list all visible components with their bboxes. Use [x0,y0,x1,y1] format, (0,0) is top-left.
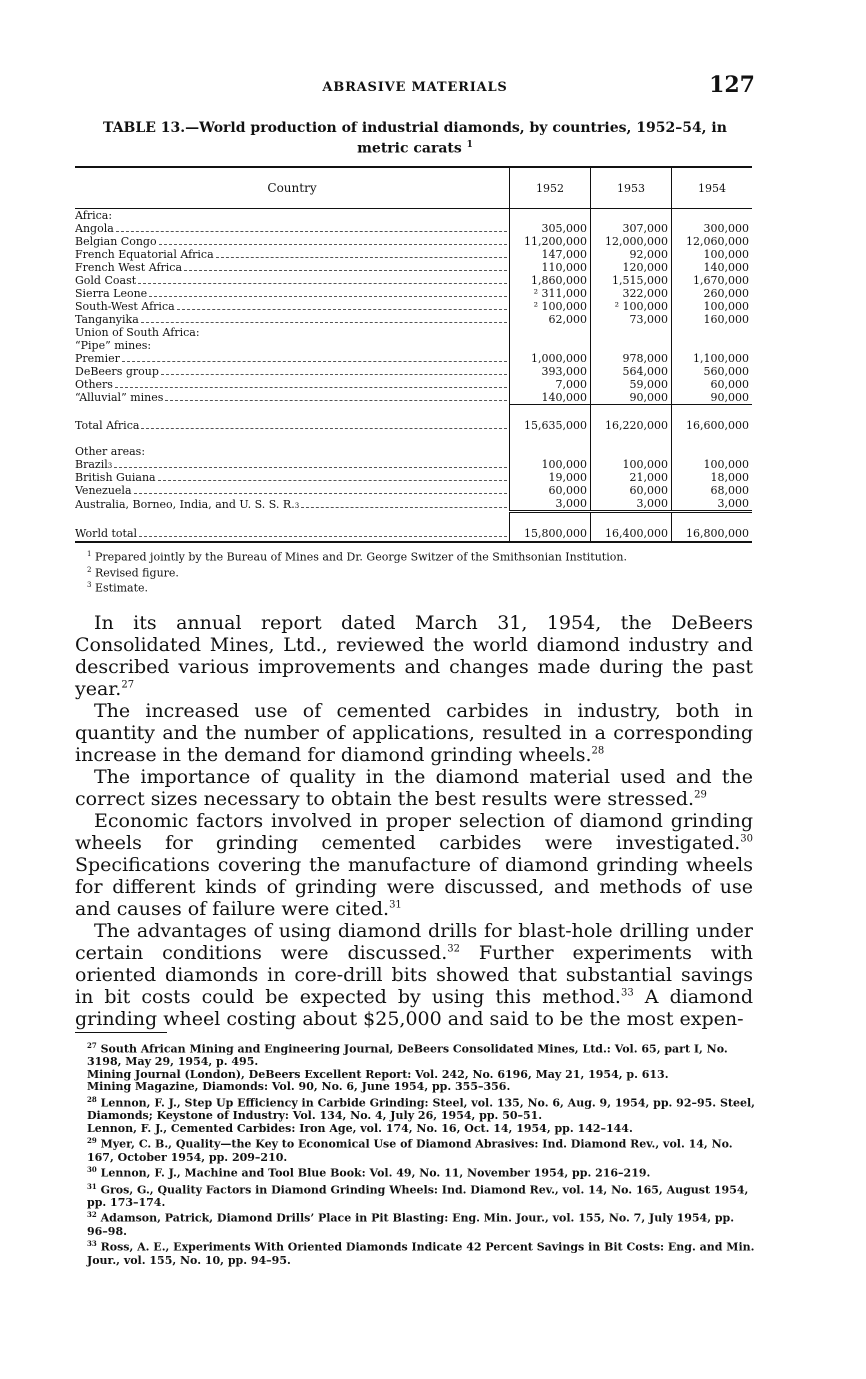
cell-1953: 307,000 [591,222,672,235]
footnote-text: Gros, G., Quality Factors in Diamond Grinding Wheels: Ind. Diamond Rev., vol. 14, No. 165, August 1954, pp. 173–174. [87,1183,749,1209]
cell-1954: 18,000 [672,471,753,484]
footnote-text: Adamson, Patrick, Diamond Drills’ Place in Pit Blasting: Eng. Min. Jour., vol. 155, No. 7, July 1954, pp. 96–98. [87,1212,735,1238]
cell-1953 [591,326,672,339]
leader-dots [161,374,507,375]
cell-1954 [672,326,753,339]
row-label: Venezuela [75,484,132,497]
cell-1952: ² 311,000 [510,287,591,300]
cell-1954: 1,670,000 [672,274,753,287]
cell-1954: 3,000 [672,497,753,512]
row-label: Gold Coast [75,274,137,287]
cell-1954: 68,000 [672,484,753,497]
cell-1953: 100,000 [591,458,672,471]
cell-1954: 100,000 [672,458,753,471]
footnote-mark: 27 [87,1041,97,1050]
row-label: World total [75,526,138,540]
page-number: 127 [709,72,755,98]
cell-1952: 15,635,000 [510,417,591,433]
cell-1954: 160,000 [672,313,753,326]
footnote-ref: 30 [740,833,753,845]
table-note: $^1$ Prepared jointly by the Bureau of Mines and Dr. George Switzer of the Smithsonian Institution. [87,550,627,564]
cell-1953: 16,220,000 [591,417,672,433]
footnote [75,1094,755,1123]
row-label: Tanganyika [75,313,139,326]
cell-1953: ² 100,000 [591,300,672,313]
table-row [75,417,752,433]
footnotes [75,1040,755,1267]
table-note: $^3$ Estimate. [87,581,148,595]
row-label: “Pipe” mines: [75,339,152,352]
row-label: British Guiana [75,471,156,484]
cell-1953: 73,000 [591,313,672,326]
cell-1952 [510,326,591,339]
cell-1953: 12,000,000 [591,235,672,248]
cell-1952: 393,000 [510,365,591,378]
cell-1952: 110,000 [510,261,591,274]
cell-1952: ² 100,000 [510,300,591,313]
running-title: ABRASIVE MATERIALS [322,80,508,95]
cell-1954: 90,000 [672,391,753,405]
cell-1954: 260,000 [672,287,753,300]
table-row [75,484,752,497]
leader-dots [165,400,507,401]
cell-1954: 16,800,000 [672,525,753,542]
table-note: $^2$ Revised figure. [87,565,179,580]
row-label: Brazil [75,458,108,471]
table-spacer-row [75,433,752,445]
row-label: South-West Africa [75,300,175,313]
leader-dots [114,467,507,468]
leader-dots [141,322,507,323]
cell-1954: 16,600,000 [672,417,753,433]
footnote [75,1123,755,1136]
leader-dots [184,270,507,271]
footnote-text: Lennon, F. J., Machine and Tool Blue Book: Vol. 49, No. 11, November 1954, pp. 216–219. [100,1166,651,1180]
table-spacer-row [75,512,752,526]
table-row [75,391,752,405]
footnote-text: Ross, A. E., Experiments With Oriented Diamonds Indicate 42 Percent Savings in Bit Costs: Eng. and Min. Jour., vol. 155, No. 10, pp. 94–95. [87,1240,755,1267]
production-table [75,166,752,543]
column-header-1953: 1953 [591,167,672,209]
table-notes [75,548,755,595]
cell-1953: 21,000 [591,471,672,484]
cell-1952: 19,000 [510,471,591,484]
footnote-ref: 32 [447,943,460,955]
table-row [75,222,752,235]
cell-1953: 322,000 [591,287,672,300]
body-paragraph: In its annual report dated March 31, 1954, the DeBeers Consolidated Mines, Ltd., reviewed the world diamond industry and described various improvements and changes made during the past year.$^{27}$ [75,612,753,700]
cell-1954: 100,000 [672,300,753,313]
leader-dots [115,387,507,388]
cell-1953: 120,000 [591,261,672,274]
cell-1952 [510,209,591,223]
table-row [75,339,752,352]
footnote-ref: 29 [694,789,707,801]
row-label: “Alluvial” mines [75,391,164,405]
cell-1952: 11,200,000 [510,235,591,248]
leader-dots [134,493,507,494]
row-label: French West Africa [75,261,183,274]
cell-1952: 147,000 [510,248,591,261]
leader-dots [139,536,507,537]
footnote [75,1135,755,1164]
footnote-ref: 31 [389,899,402,911]
footnote-ref: 33 [620,987,634,999]
row-label: Other areas: [75,445,146,458]
footnote [75,1164,755,1180]
footnote-mark: 31 [87,1181,97,1191]
body-paragraph: Economic factors involved in proper selection of diamond grinding wheels for grinding cemented carbides were investigated.$^{30}$ Specifications covering the manufacture of diamond grinding wheels for different kinds of grinding were discussed, and methods of use and causes of failure were cited.$^{31}$ [75,810,753,920]
table-row [75,274,752,287]
cell-1954: 300,000 [672,222,753,235]
cell-1952: 60,000 [510,484,591,497]
footnote [75,1040,755,1069]
footnote [75,1209,755,1238]
cell-1952: 1,860,000 [510,274,591,287]
row-label: Others [75,378,113,391]
row-label: Africa: [75,209,113,222]
table-row [75,209,752,223]
row-label: French Equatorial Africa [75,248,214,261]
cell-1954: 60,000 [672,378,753,391]
cell-1953 [591,209,672,223]
column-header-country: Country [75,167,510,209]
body-paragraph: The increased use of cemented carbides in industry, both in quantity and the number of applications, resulted in a corresponding increase in the demand for diamond grinding wheels.$^{28}$ [75,700,753,766]
cell-1954: 100,000 [672,248,753,261]
footnote-mark: 33 [87,1239,97,1249]
footnote-ref: 27 [121,679,135,691]
row-label: Premier [75,352,120,365]
table-row [75,326,752,339]
leader-dots [149,296,507,297]
table-row [75,287,752,300]
cell-1954 [672,445,753,458]
table-caption-note-mark: 1 [466,140,473,150]
footnote-text: South African Mining and Engineering Journal, DeBeers Consolidated Mines, Ltd.: Vol. 65, part I, No. 3198, May 29, 1954, p. 495. [87,1042,728,1069]
row-label: Belgian Congo [75,235,157,248]
row-label: Total Africa [75,418,140,432]
cell-1952: 3,000 [510,497,591,512]
row-label: Union of South Africa: [75,326,200,339]
leader-dots [122,361,507,362]
table-row [75,235,752,248]
leader-dots [159,244,507,245]
footnote-ref: 28 [591,745,605,757]
leader-dots [158,480,507,481]
column-header-1952: 1952 [510,167,591,209]
table-body [75,209,752,543]
cell-1953: 16,400,000 [591,525,672,542]
row-label: Angola [75,222,114,235]
row-label: DeBeers group [75,365,159,378]
leader-dots [141,428,507,429]
cell-1954: 560,000 [672,365,753,378]
footnote-text: Lennon, F. J., Step Up Efficiency in Carbide Grinding: Steel, vol. 135, No. 6, Aug. 9, 1954, pp. 92–95. Steel, Diamonds; Keystone of Industry: Vol. 134, No. 4, July 26, 1954, pp. 50–51. [87,1096,755,1123]
footnote [75,1181,755,1210]
footnote-text: Mining Journal (London), DeBeers Excellent Report: Vol. 242, No. 6196, May 21, 1954, p. 613. [87,1067,669,1081]
cell-1952 [510,445,591,458]
table-row: Brazil 3 100,000 100,000 100,000 [75,458,752,471]
table-row [75,365,752,378]
table-row [75,313,752,326]
footnote-mark: 28 [87,1095,97,1105]
cell-1953: 59,000 [591,378,672,391]
footnote [75,1238,755,1267]
footnote-mark: 30 [87,1165,97,1175]
table-row [75,445,752,458]
leader-dots [177,309,507,310]
footnote-divider [75,1032,167,1033]
cell-1952: 100,000 [510,458,591,471]
table-caption-text: TABLE 13.—World production of industrial diamonds, by countries, 1952–54, in metric carats [103,120,727,157]
footnote-mark: 29 [87,1136,97,1146]
leader-dots [138,283,507,284]
leader-dots [216,257,507,258]
cell-1952: 305,000 [510,222,591,235]
table-row [75,378,752,391]
table-row [75,525,752,542]
body-text [75,612,753,1030]
footnote-mark: 32 [87,1210,97,1220]
table-row [75,300,752,313]
body-paragraph: The importance of quality in the diamond material used and the correct sizes necessary to obtain the best results were stressed.$^{29}$ [75,766,753,810]
cell-1954: 12,060,000 [672,235,753,248]
cell-1953 [591,445,672,458]
cell-1953: 60,000 [591,484,672,497]
cell-1954 [672,209,753,223]
cell-1952: 1,000,000 [510,352,591,365]
row-label: Sierra Leone [75,287,148,300]
cell-1952: 140,000 [510,391,591,405]
table-row [75,261,752,274]
cell-1952: 7,000 [510,378,591,391]
column-header-1954: 1954 [672,167,753,209]
table-row: Australia, Borneo, India, and U. S. S. R. 3 3,000 3,000 3,000 [75,497,752,512]
table-row [75,248,752,261]
cell-1953: 978,000 [591,352,672,365]
cell-1953: 90,000 [591,391,672,405]
cell-1954: 1,100,000 [672,352,753,365]
footnote-text: Mining Magazine, Diamonds: Vol. 90, No. 6, June 1954, pp. 355–356. [87,1080,511,1094]
cell-1954 [672,339,753,352]
cell-1953: 564,000 [591,365,672,378]
footnote-text: Lennon, F. J., Cemented Carbides: Iron Age, vol. 174, No. 16, Oct. 14, 1954, pp. 142–144. [87,1121,633,1135]
body-paragraph: The advantages of using diamond drills for blast-hole drilling under certain conditions were discussed.$^{32}$ Further experiments with oriented diamonds in core-drill bits showed that substantial savings in bit costs could be expected by using this method.$^{33}$ A diamond grinding wheel costing about $25,000 and said to be the most expen- [75,920,753,1030]
footnote [75,1081,755,1094]
cell-1954: 140,000 [672,261,753,274]
footnote-text: Myer, C. B., Quality—the Key to Economical Use of Diamond Abrasives: Ind. Diamond Rev., vol. 14, No. 167, October 1954, pp. 209–210. [87,1138,733,1164]
table-spacer-row [75,405,752,418]
cell-1953: 92,000 [591,248,672,261]
cell-1952 [510,339,591,352]
leader-dots [301,507,507,508]
cell-1953 [591,339,672,352]
cell-1952: 15,800,000 [510,525,591,542]
running-head [75,72,755,102]
row-label: Australia, Borneo, India, and U. S. S. R. [75,497,295,511]
leader-dots [116,231,507,232]
table-row [75,352,752,365]
cell-1953: 3,000 [591,497,672,512]
table-header-row [75,167,752,209]
cell-1952: 62,000 [510,313,591,326]
table-caption [75,120,755,158]
table-row [75,471,752,484]
cell-1953: 1,515,000 [591,274,672,287]
